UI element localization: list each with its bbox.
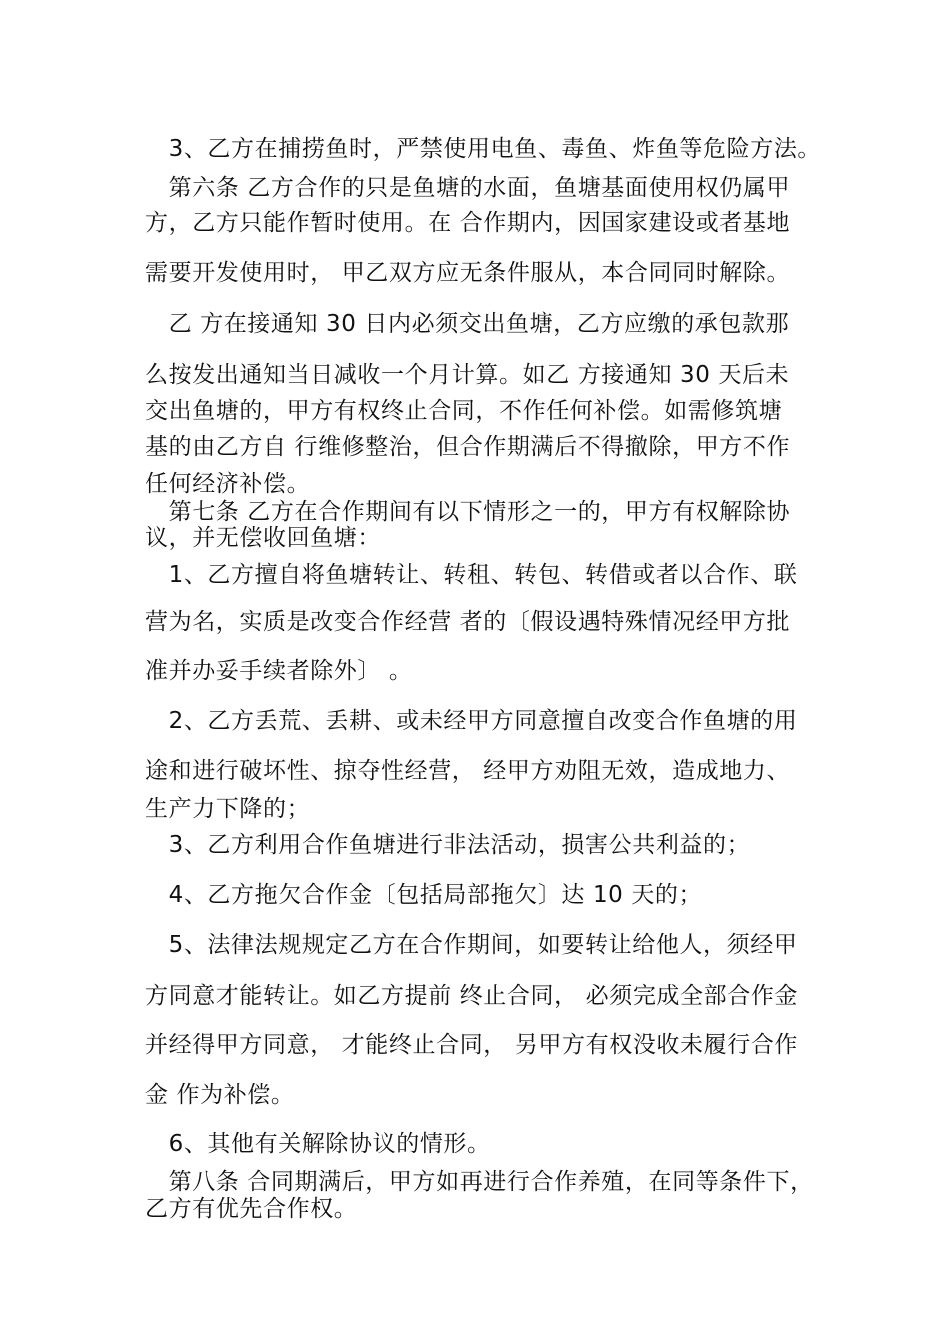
text-line: 需要开发使用时， 甲乙双方应无条件服从，本合同同时解除。 (145, 260, 791, 286)
text-line: 第八条 合同期满后，甲方如再进行合作养殖，在同等条件下， (145, 1169, 814, 1195)
text-line: 议，并无偿收回鱼塘： (145, 525, 381, 551)
text-line: 营为名，实质是改变合作经营 者的〔假设遇特殊情况经甲方批 (145, 609, 791, 635)
text-line: 3、乙方在捕捞鱼时，严禁使用电鱼、毒鱼、炸鱼等危险方法。 (145, 136, 822, 162)
text-line: 5、法律法规规定乙方在合作期间，如要转让给他人，须经甲 (145, 932, 798, 958)
text-line: 1、乙方擅自将鱼塘转让、转租、转包、转借或者以合作、联 (145, 562, 798, 588)
text-line: 金 作为补偿。 (145, 1082, 295, 1108)
text-line: 第六条 乙方合作的只是鱼塘的水面，鱼塘基面使用权仍属甲 (145, 175, 791, 201)
text-line: 4、乙方拖欠合作金〔包括局部拖欠〕达 10 天的； (145, 882, 703, 908)
text-line: 乙方有优先合作权。 (145, 1196, 358, 1222)
text-line: 3、乙方利用合作鱼塘进行非法活动，损害公共利益的； (145, 832, 751, 858)
text-line: 方，乙方只能作暂时使用。在 合作期内，因国家建设或者基地 (145, 210, 791, 236)
text-line: 第七条 乙方在合作期间有以下情形之一的，甲方有权解除协 (145, 499, 791, 525)
text-line: 途和进行破坏性、掠夺性经营， 经甲方劝阻无效，造成地力、 (145, 758, 791, 784)
text-line: 2、乙方丢荒、丢耕、或未经甲方同意擅自改变合作鱼塘的用 (145, 708, 798, 734)
text-line: 任何经济补偿。 (145, 471, 311, 497)
text-line: 并经得甲方同意， 才能终止合同， 另甲方有权没收未履行合作 (145, 1032, 799, 1058)
text-line: 6、其他有关解除协议的情形。 (145, 1131, 491, 1157)
text-line: 生产力下降的； (145, 796, 311, 822)
text-line: 么按发出通知当日减收一个月计算。如乙 方接通知 30 天后未 (145, 362, 790, 388)
text-line: 基的由乙方自 行维修整治，但合作期满后不得撤除，甲方不作 (145, 434, 791, 460)
text-line: 准并办妥手续者除外〕 。 (145, 658, 413, 684)
text-line: 方同意才能转让。如乙方提前 终止合同， 必须完成全部合作金 (145, 983, 799, 1009)
text-line: 交出鱼塘的，甲方有权终止合同，不作任何补偿。如需修筑塘 (145, 398, 783, 424)
text-line: 乙 方在接通知 30 日内必须交出鱼塘，乙方应缴的承包款那 (145, 311, 790, 337)
